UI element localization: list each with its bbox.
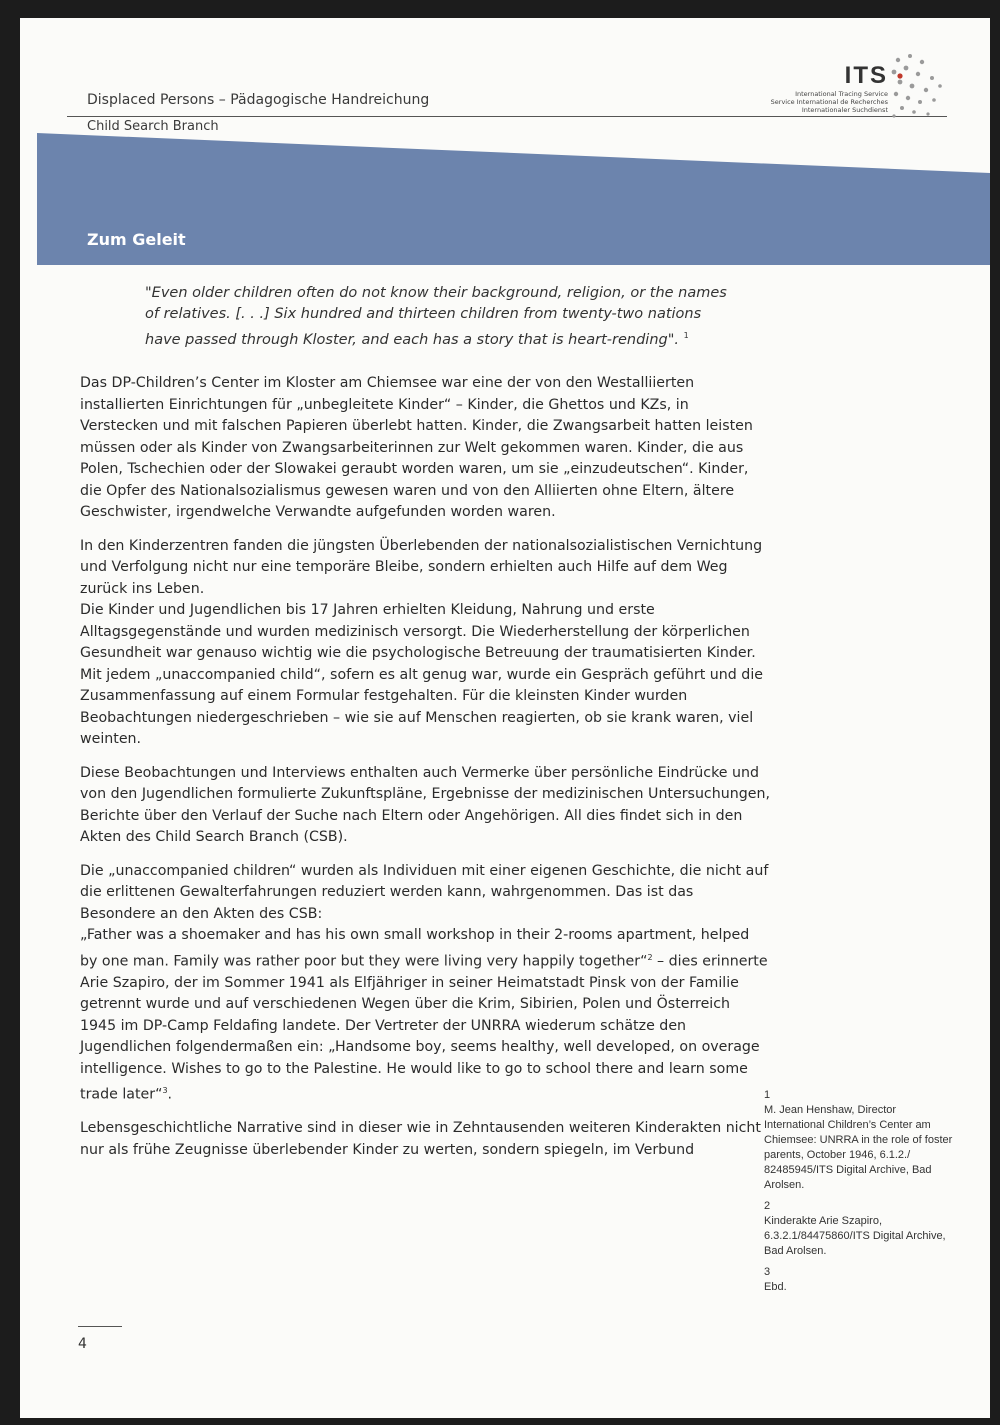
footnote-number: 1 [764,1089,771,1101]
paragraph-6-text: – dies erinnerte Arie Szapiro, der im Sommer 1941 als Elfjähriger in seiner Heimatstadt Pinsk von der Familie getrennt wurde und auf verschiedenen Wegen über die Krim, Sibirien, Polen und Österreich 1945 im DP-Camp Feldafing landete. Der Vertreter der UNRRA wiederum schätze den Jugendlichen folgendermaßen ein: „Handsome boy, seems healthy, well developed, on overage intelligence. Wishes to go to the Palestine. He would like to go to school there and learn some trade later“ [80,953,768,1103]
footnotes [764,1088,959,1301]
its-logo [760,52,950,122]
paragraph-7: Lebensgeschichtliche Narrative sind in dieser wie in Zehntausenden weiteren Kinderakten nicht nur als frühe Zeugnisse überlebender Kinder zu werten, sondern spiegeln, im Verbund [80,1120,761,1158]
paragraph-6-quote: „Father was a shoemaker and has his own small workshop in their 2-rooms apartment, helped by one man. Family was rather poor but they were living very happily together“ [80,927,750,970]
section-title: Zum Geleit [87,230,186,249]
footnote-number: 3 [764,1266,771,1278]
paragraph-6-end: . [167,1086,173,1103]
footnote-text: M. Jean Henshaw, Director International Children’s Center am Chiemsee: UNRRA in the role of foster parents, October 1946, 6.1.2./ 82485945/ITS Digital Archive, Bad Arolsen. [764,1104,953,1191]
header-title: Displaced Persons – Pädagogische Handreichung [87,92,430,108]
body-text [80,373,770,1173]
logo-line-3: Internationaler Suchdienst [801,106,888,114]
footnote-text: Ebd. [764,1281,787,1293]
logo-dots-icon [888,52,950,122]
paragraph-1: Das DP-Children’s Center im Kloster am Chiemsee war eine der von den Westalliierten installierten Einrichtungen für „unbegleitete Kinder“ – Kinder, die Ghettos und KZs, in Verstecken und mit falschen Papieren überlebt hatten. Kinder, die Zwangsarbeit hatten leisten müssen oder als Kinder von Zwangsarbeiterinnen zur Welt gekommen waren. Kinder, die aus Polen, Tschechien oder der Slowakei geraubt worden waren, um sie „einzudeutschen“. Kinder, die Opfer des Nationalsozialismus gewesen waren und von den Alliierten ohne Eltern, ältere Geschwister, irgendwelche Verwandte aufgefunden worden waren. [80,375,753,520]
footnote-3 [764,1265,959,1295]
paragraph-5: Die „unaccompanied children“ wurden als Individuen mit einer eigenen Geschichte, die nicht auf die erlittenen Gewalterfahrungen reduziert werden kann, wahrgenommen. Das ist das Besondere an den Akten des CSB: [80,862,769,922]
document-page [20,18,990,1418]
footnote-2 [764,1199,959,1259]
intro-quote [145,283,735,351]
paragraph-2: In den Kinderzentren fanden die jüngsten Überlebenden der nationalsozialistischen Vernichtung und Verfolgung nicht nur eine temporäre Bleibe, sondern erhielten auch Hilfe auf dem Weg zurück ins Leben. [80,537,763,597]
paragraph-4: Diese Beobachtungen und Interviews enthalten auch Vermerke über persönliche Eindrücke und von den Jugendlichen formulierte Zukunftspläne, Ergebnisse der medizinischen Untersuchungen, Berichte über den Verlauf der Suche nach Eltern oder Angehörigen. All dies findet sich in den Akten des Child Search Branch (CSB). [80,764,770,845]
quote-text: "Even older children often do not know their background, religion, or the names of relatives. [. . .] Six hundred and thirteen children from twenty-two nations have passed through Kloster, and each has a story that is heart-rending". [145,285,727,348]
logo-wordmark: ITS [844,62,888,89]
header-subtitle: Child Search Branch [87,119,219,134]
page-number: 4 [78,1336,87,1352]
paragraph-6 [80,925,770,1106]
logo-line-2: Service International de Recherches [770,98,888,106]
footnote-number: 2 [764,1200,771,1212]
paragraph-3: Die Kinder und Jugendlichen bis 17 Jahren erhielten Kleidung, Nahrung und erste Alltagsgegenstände und wurden medizinisch versorgt. Die Wiederherstellung der körperlichen Gesundheit war genauso wichtig wie die psychologische Betreuung der traumatisierten Kinder. Mit jedem „unaccompanied child“, sofern es alt genug war, wurde ein Gespräch geführt und die Zusammenfassung auf einem Formular festgehalten. Für die kleinsten Kinder wurden Beobachtungen niedergeschrieben – wie sie auf Menschen reagierten, ob sie krank waren, viel weinten. [80,602,763,747]
footnote-ref-3: 3 [162,1086,168,1096]
footnote-1 [764,1088,959,1193]
footnote-ref-2: 2 [647,952,653,962]
footnote-text: Kinderakte Arie Szapiro, 6.3.2.1/84475860/ITS Digital Archive, Bad Arolsen. [764,1215,946,1257]
logo-line-1: International Tracing Service [795,90,888,98]
page-number-rule [78,1326,122,1327]
quote-footnote-ref: 1 [683,331,689,340]
